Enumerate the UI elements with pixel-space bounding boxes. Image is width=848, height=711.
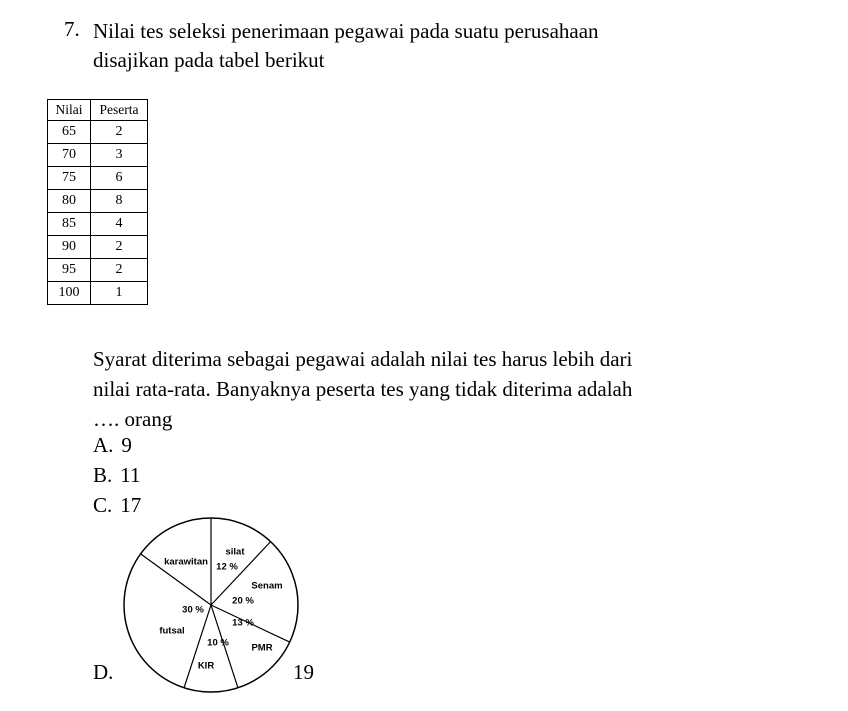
table-header-row (48, 100, 148, 121)
pie-label-silat: silat (225, 546, 245, 558)
table-cell-peserta: 2 (91, 236, 148, 259)
score-table (47, 99, 148, 305)
table-row (48, 167, 148, 190)
table-cell-nilai: 75 (48, 167, 91, 190)
body-line-2: nilai rata-rata. Banyaknya peserta tes yang tidak diterima adalah (93, 377, 633, 401)
option-b-label: B. (93, 463, 113, 487)
table-cell-nilai: 95 (48, 259, 91, 282)
table-cell-peserta: 1 (91, 282, 148, 305)
pie-pct-silat: 12 % (216, 561, 238, 573)
table-row (48, 236, 148, 259)
question-number: 7. (64, 17, 80, 41)
table-row (48, 282, 148, 305)
pie-label-karawitan: karawitan (164, 556, 208, 568)
option-d-label: D. (93, 660, 114, 684)
option-b (93, 463, 141, 488)
table-row (48, 144, 148, 167)
table-row (48, 121, 148, 144)
option-b-value: 11 (120, 463, 141, 487)
pie-label-kir: KIR (197, 660, 215, 672)
pie-label-futsal: futsal (159, 625, 185, 637)
table-cell-peserta: 2 (91, 121, 148, 144)
table-cell-peserta: 6 (91, 167, 148, 190)
table-cell-nilai: 80 (48, 190, 91, 213)
table-cell-nilai: 100 (48, 282, 91, 305)
option-c-label: C. (93, 493, 113, 517)
pie-pct-pmr: 13 % (232, 617, 254, 629)
question-line-1: Nilai tes seleksi penerimaan pegawai pada suatu perusahaan (93, 19, 599, 43)
pie-label-senam: Senam (251, 580, 283, 592)
table-cell-nilai: 65 (48, 121, 91, 144)
table-cell-nilai: 70 (48, 144, 91, 167)
body-line-3: …. orang (93, 407, 173, 431)
pie-pct-senam: 20 % (232, 595, 254, 607)
table-cell-peserta: 2 (91, 259, 148, 282)
pie-chart-svg (121, 515, 301, 695)
table-row (48, 259, 148, 282)
table-header-peserta: Peserta (91, 100, 148, 121)
pie-label-pmr: PMR (251, 642, 273, 654)
table-row (48, 190, 148, 213)
option-c-value: 17 (120, 493, 142, 517)
question-body (93, 344, 632, 434)
table-cell-peserta: 8 (91, 190, 148, 213)
body-line-1: Syarat diterima sebagai pegawai adalah nilai tes harus lebih dari (93, 347, 633, 371)
option-a-value: 9 (121, 433, 132, 457)
table-cell-peserta: 4 (91, 213, 148, 236)
option-a (93, 433, 132, 458)
table-row (48, 213, 148, 236)
table-cell-peserta: 3 (91, 144, 148, 167)
table-header-nilai: Nilai (48, 100, 91, 121)
option-d (93, 660, 113, 685)
pie-pct-kir: 10 % (207, 637, 229, 649)
table-cell-nilai: 85 (48, 213, 91, 236)
option-d-value: 19 (293, 660, 314, 684)
pie-chart (121, 515, 301, 695)
question-line-2: disajikan pada tabel berikut (93, 48, 325, 72)
table-cell-nilai: 90 (48, 236, 91, 259)
question-text (93, 17, 599, 75)
option-a-label: A. (93, 433, 114, 457)
pie-pct-futsal: 30 % (182, 604, 204, 616)
